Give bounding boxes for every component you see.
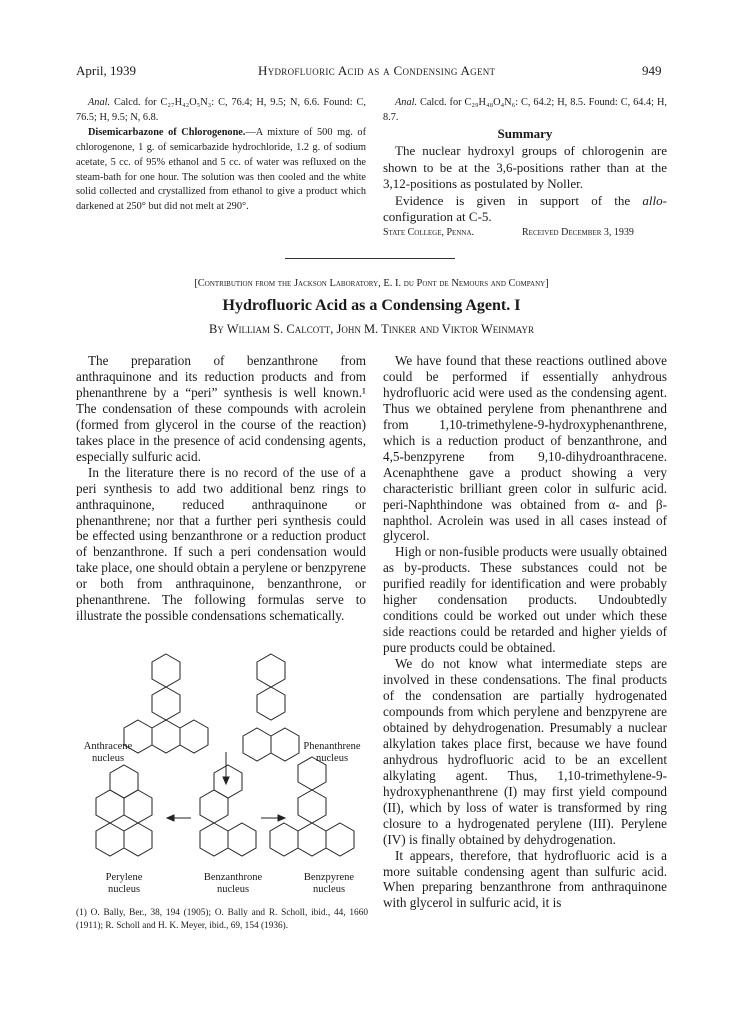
label-anthracene: Anthracene nucleus <box>83 741 133 764</box>
disemicarbazone-text: —A mixture of 500 mg. of chlorogenone, 1 g. of semicarbazide hydrochloride, 1.2 g. of sodium acetate, 5 cc. of 95% ethanol and 5 cc. of water was refluxed on the steam-bath for one hour. The solution was then cooled and the white solid collected and crystallized from ethanol to give a product which darkened at 250° but did not melt at 290°. <box>76 126 366 213</box>
separator-rule <box>285 258 455 259</box>
page-number: 949 <box>642 63 662 78</box>
authors: By William S. Calcott, John M. Tinker and Viktor Weinmayr <box>209 322 534 336</box>
top-left-block <box>76 96 366 215</box>
ring-figure <box>76 640 368 900</box>
right-paragraph-4: It appears, therefore, that hydrofluoric acid is a more suitable condensing agent than sulfuric acid. When preparing benzanthrone from anthraquinone with glycerol in sulfuric acid, it is <box>383 847 667 911</box>
header-date: April, 1939 <box>76 63 136 78</box>
right-paragraph-3: We do not know what intermediate steps are involved in these condensations. The final products of the condensation are partially hydrogenated compounds from which perylene and benzpyrene are obtained by dehydrogenation. Presumably a nuclear alkylation takes place first, because we have found anhydrous hydrofluoric acid to be an excellent alkylating agent. Thus, 1,10-trimethylene-9-hydroxyphenanthrene (I) may first yield compound (II), which by loss of water is transformed by ring closure to a hydrogenated perylene (III). Perylene (IV) is finally obtained by dehydrogenation. <box>383 656 667 847</box>
right-paragraph-1: We have found that these reactions outlined above could be performed if essentially anhydrous hydrofluoric acid were used as the condensing agent. Thus we obtained perylene from phenanthrene and from 1,10-trimethylene-9-hydroxyphenanthrene, which is a reduction product of benzanthrone, and 4,5-benzpyrene from 9,10-dihydroanthracene. Acenaphthene gave a product showing a very characteristic brilliant green color in sulfuric acid. peri-Naphthindone was obtained from α- and β-naphthol. Acrolein was used in all cases instead of glycerol. <box>383 353 667 544</box>
anthracene-rings <box>152 654 180 753</box>
left-column <box>76 353 366 624</box>
perylene-rings <box>96 765 152 856</box>
summary-paragraph-2: Evidence is given in support of the allo-configuration at C-5. <box>383 192 667 225</box>
summary-heading: Summary <box>497 126 553 141</box>
header-title: Hydrofluoric Acid as a Condensing Agent <box>258 63 496 78</box>
label-phenanthrene: Phenanthrene nucleus <box>303 741 361 764</box>
anal-text-right: Calcd. for C₂₉H₄₈O₄N₆: C, 64.2; H, 8.5. Found: C, 64.4; H, 8.7. <box>383 97 667 123</box>
footnote: (1) O. Bally, Ber., 38, 194 (1905); O. Bally and R. Scholl, ibid., 44, 1660 (1911); R. Scholl and H. K. Meyer, ibid., 69, 154 (1936). <box>76 908 368 931</box>
label-perylene: Perylene nucleus <box>105 872 143 895</box>
top-right-anal <box>383 96 667 126</box>
contribution-line: [Contribution from the Jackson Laboratory, E. I. du Pont de Nemours and Company] <box>194 278 549 289</box>
right-column <box>383 353 667 911</box>
summary-paragraph-1: The nuclear hydroxyl groups of chlorogenin are shown to be at the 3,6-positions rather than at the 3,12-positions as postulated by Noller. <box>383 143 667 192</box>
right-paragraph-2: High or non-fusible products were usually obtained as by-products. These substances could not be purified readily for identification and were probably higher condensation products. Undoubtedly conditions could be worked out under which these side reactions could be retarded and higher yields of pure products could be obtained. <box>383 544 667 656</box>
label-benzanthrone: Benzanthrone nucleus <box>203 872 263 895</box>
signature-received: Received December 3, 1939 <box>522 227 634 238</box>
anal-label-right: Anal. <box>395 97 418 108</box>
label-benzpyrene: Benzpyrene nucleus <box>303 872 355 895</box>
anal-label: Anal. <box>88 97 111 108</box>
anal-text: Calcd. for C₂₇H₄₂O₅N₃: C, 76.4; H, 9.5; N, 6.6. Found: C, 76.5; H, 9.5; N, 6.8. <box>76 97 366 123</box>
signature-location: State College, Penna. <box>383 227 474 238</box>
article-title: Hydrofluoric Acid as a Condensing Agent. I <box>222 297 521 314</box>
left-paragraph-1: The preparation of benzanthrone from anthraquinone and its reduction products and from phenanthrene by a “peri” synthesis is well known.¹ The condensation of these compounds with acrolein (formed from glycerol in the course of the reaction) takes place in the presence of acid condensing agents, especially sulfuric acid. <box>76 353 366 464</box>
disemicarbazone-heading: Disemicarbazone of Chlorogenone. <box>88 126 246 138</box>
benzpyrene-rings <box>270 757 354 856</box>
summary-body <box>383 143 667 226</box>
left-paragraph-2: In the literature there is no record of the use of a peri synthesis to add two additional benz rings to anthraquinone, reduced anthraquinone or phenanthrene; nor that a further peri synthesis could be effected using benzanthrone or a reduction product of benzanthrone. If such a peri condensation would take place, one should obtain a perylene or benzpyrene or both from anthraquinone, benzanthrone, or phenanthrene. The following formulas serve to illustrate the possible condensations schematically. <box>76 464 366 624</box>
